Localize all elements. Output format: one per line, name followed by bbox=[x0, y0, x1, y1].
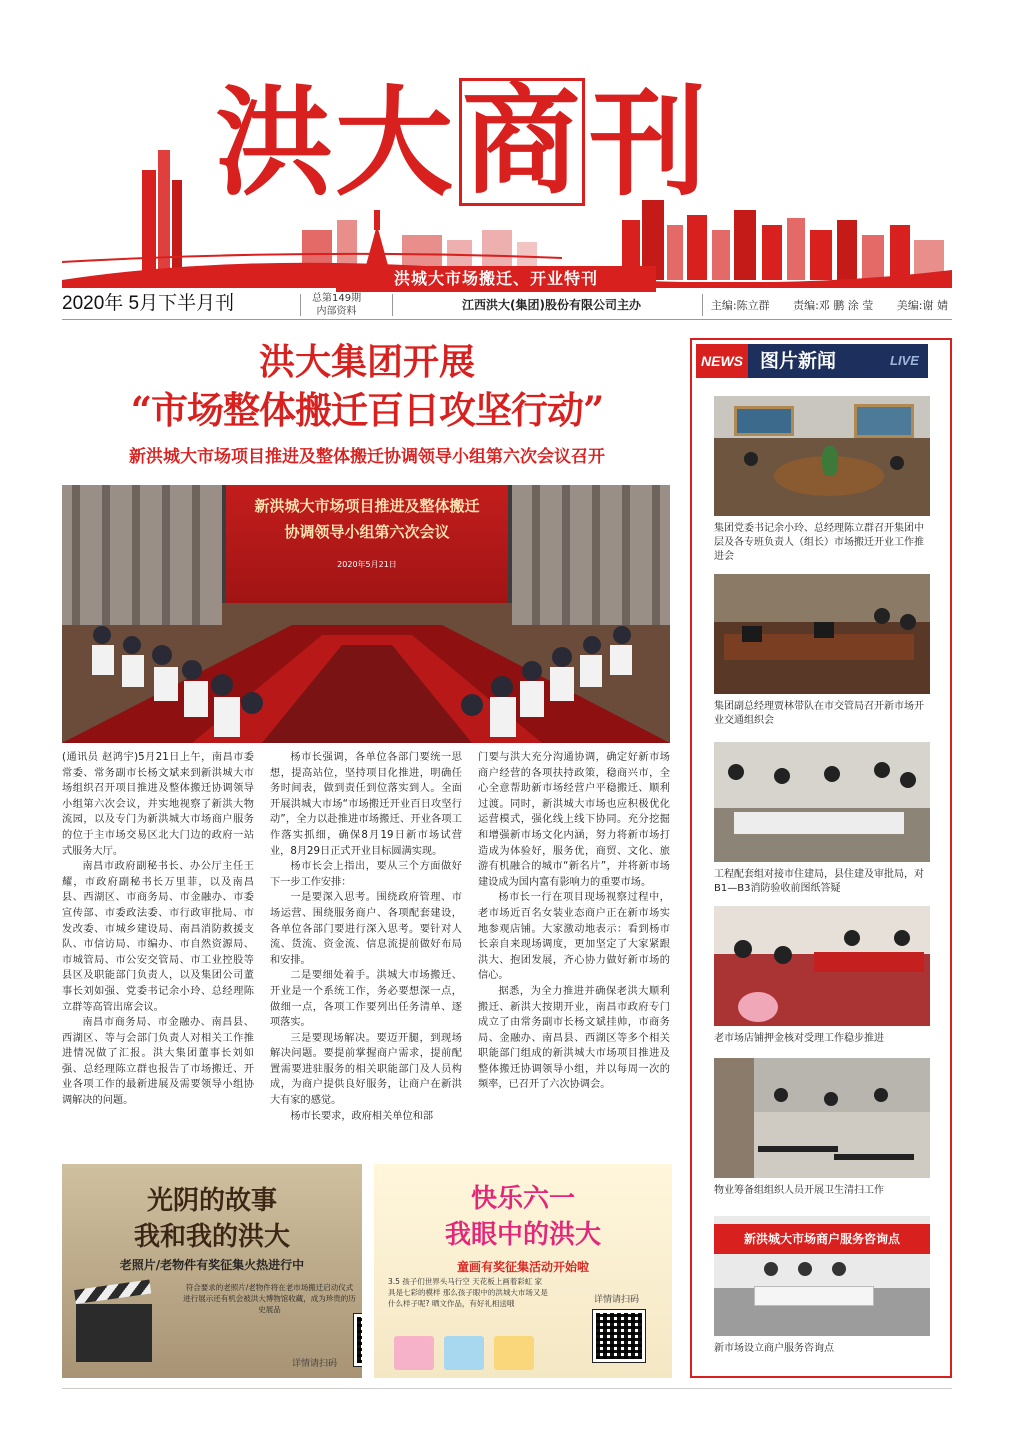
issue-note: 内部资料 bbox=[316, 306, 357, 317]
old-photo-collection-ad[interactable] bbox=[62, 1164, 362, 1378]
article-paragraph: 三是要现场解决。要迈开腿，到现场解决问题。要提前掌握商户需求，提前配置需要进驻服务的相关职能部门及人员构成，为商户提供良好服务，让商户在新洪大有家的感觉。 bbox=[270, 1032, 462, 1107]
screen-title-line1: 新洪城大市场项目推进及整体搬迁 bbox=[254, 497, 480, 515]
ad2-scan-label: 详情请扫码 bbox=[594, 1295, 640, 1305]
headline-subtitle: 新洪城大市场项目推进及整体搬迁协调领导小组第六次会议召开 bbox=[129, 447, 605, 467]
photo-news-caption: 新市场设立商户服务咨询点 bbox=[714, 1343, 834, 1354]
photo-news-image bbox=[714, 1216, 930, 1336]
screen-date: 2020年5月21日 bbox=[337, 560, 397, 569]
ad1-description: 符合要求的老照片/老物件将在老市场搬迁启动仪式进行展示还有机会被洪大博物馆收藏，成为珍贵的历史展品 bbox=[183, 1283, 356, 1314]
headline-line1: 洪大集团开展 bbox=[258, 341, 475, 383]
meeting-screen bbox=[222, 485, 512, 603]
gift-box-icon bbox=[394, 1336, 434, 1370]
ad2-subtitle: 童画有奖征集活动开始啦 bbox=[456, 1260, 589, 1274]
main-meeting-photo bbox=[62, 485, 670, 743]
article-paragraph: 南昌市政府副秘书长、办公厅主任王耀，市政府副秘书长万里菲，以及南昌县、西湖区、市商务局、市金融办、市委宣传部、市委政法委、市行政审批局、市发改委、市城乡建设局、南昌消防救援支队、市信访局、市编办、市自然资源局、市城管局、市公安交管局、市工业控股等县区及职能部门负责人，以及集团公司董事长刘如强、党委书记余小玲、总经理陈立群等高管出席会议。 bbox=[62, 861, 254, 1013]
article-paragraph: 杨市长强调，各单位各部门要统一思想，提高站位，坚持项目化推进，明确任务时间表，做到责任到位落实到人。全面开展洪城大市场“市场搬迁开业百日攻坚行动”，全力以赴推进市场搬迁、开业各项工作落实抓细，确保8月19日新市场试营业，8月29日正式开业目标圆满实现。 bbox=[270, 752, 462, 857]
masthead-title-boxed-char: 商 bbox=[459, 78, 585, 206]
issue-total: 总第149期 bbox=[312, 293, 362, 304]
photo-news-caption: 老市场店铺押金核对受理工作稳步推进 bbox=[714, 1033, 884, 1044]
ad1-title-line1: 光阴的故事 bbox=[146, 1186, 277, 1216]
qr-code-icon[interactable] bbox=[593, 1310, 645, 1362]
service-point-banner: 新洪城大市场商户服务咨询点 bbox=[714, 1224, 930, 1254]
photo-news-caption: 物业筹备组组织人员开展卫生清扫工作 bbox=[714, 1185, 884, 1196]
photo-news-header bbox=[690, 344, 952, 378]
qr-code-icon[interactable] bbox=[354, 1314, 362, 1366]
ad2-description: 3.5 孩子们世界头马行空 天花板上画着彩虹 家具是七彩的模样 那么孩子眼中的洪城大市场又是什么样子呢? 晒文作品，有好礼相送哦 bbox=[388, 1277, 548, 1308]
article-paragraph: 杨市长会上指出，要从三个方面做好下一步工作安排： bbox=[270, 861, 462, 888]
ad1-scan-label: 详情请扫码 bbox=[292, 1359, 338, 1369]
photo-news-item[interactable] bbox=[714, 742, 930, 896]
ad1-subtitle: 老照片/老物件有奖征集火热进行中 bbox=[119, 1258, 305, 1272]
issue-date: 2020年 5月下半月刊 bbox=[62, 293, 235, 314]
photo-news-image bbox=[714, 906, 930, 1026]
main-article bbox=[62, 750, 674, 1152]
screen-title-line2: 协调领导小组第六次会议 bbox=[284, 523, 450, 541]
issue-info-bar bbox=[62, 290, 952, 320]
editorial-staff bbox=[691, 297, 948, 313]
photo-news-item[interactable] bbox=[714, 574, 930, 728]
headline-line2: “市场整体搬迁百日攻坚行动” bbox=[130, 388, 604, 432]
article-paragraph: 一是要深入思考。围绕政府管理、市场运营、围绕服务商户、各项配套建设，各单位各部门要进行深入思考。要针对人流、货流、资金流、信息流提前做好布局和安排。 bbox=[270, 892, 462, 966]
photo-news-image bbox=[714, 742, 930, 862]
masthead-title bbox=[215, 71, 710, 212]
photo-news-item[interactable] bbox=[714, 1216, 930, 1356]
photo-news-item[interactable] bbox=[714, 396, 930, 564]
publisher: 江西洪大(集团)股份有限公司主办 bbox=[462, 298, 641, 312]
article-paragraph: 据悉，为全力推进并确保老洪大顺利搬迁、新洪大按期开业，南昌市政府专门成立了由常务副市长杨文斌挂帅，市商务局、金融办、南昌县、西湖区等多个相关职能部门组成的新洪城大市场项目推进及整体搬迁协调领导小组，并以每周一次的频率，已召开了六次协调会。 bbox=[478, 985, 670, 1091]
divider bbox=[300, 294, 301, 316]
live-tag: LIVE bbox=[890, 353, 919, 368]
photo-news-caption: 集团党委书记余小玲、总经理陈立群召开集团中层及各专班负责人（组长）市场搬迁开业工作推进会 bbox=[714, 523, 924, 562]
article-column-1 bbox=[62, 750, 254, 1109]
ad2-title-line2: 我眼中的洪大 bbox=[444, 1220, 601, 1250]
article-paragraph: (通讯员 赵鸿宇)5月21日上午，南昌市委常委、常务副市长杨文斌来到新洪城大市场组织召开项目推进及整体搬迁协调领导小组第六次会议，并实地视察了新洪大物流园，以及专门为新洪城大市场商户服务的位于主市场交易区北大门边的政府一站式服务大厅。 bbox=[62, 752, 254, 857]
article-column-2 bbox=[270, 750, 462, 1124]
divider bbox=[392, 294, 393, 316]
masthead-title-part2: 刊 bbox=[589, 73, 710, 212]
photo-news-caption: 工程配套组对接市住建局，县住建及审批局，对B1—B3消防验收前图纸答疑 bbox=[714, 869, 924, 894]
art-editor: 美编:谢 婧 bbox=[896, 299, 948, 312]
article-paragraph: 杨市长要求，政府相关单位和部 bbox=[290, 1110, 434, 1122]
childrens-day-drawing-ad[interactable] bbox=[374, 1164, 672, 1378]
article-paragraph: 门要与洪大充分沟通协调，确定好新市场商户经营的各项扶持政策，稳商兴市，全心全意帮助新市场经营户平稳搬迁、顺利过渡。同时，新洪城大市场也应积极优化运营模式，强化线上线下协同。充分挖掘和增强新市场文化内涵，努力将新市场打造成为体验好，服务优，商贸、文化、旅游有机融合的城市“新名片”，并将新市场建设成为国内富有影响力的重要市场。 bbox=[478, 752, 670, 888]
photo-news-item[interactable] bbox=[714, 1058, 930, 1198]
responsible-editors: 责编:邓 鹏 涂 莹 bbox=[793, 299, 874, 312]
bottom-rule bbox=[62, 1388, 952, 1389]
gift-box-icon bbox=[444, 1336, 484, 1370]
article-paragraph: 杨市长一行在项目现场视察过程中，老市场近百名女装业态商户正在新市场实地参观店铺。大家激动地表示：看到杨市长亲自来现场调度，更加坚定了大家紧跟洪大、抱团发展，齐心协力做好新市场的信心。 bbox=[478, 892, 670, 982]
gift-box-icon bbox=[494, 1336, 534, 1370]
film-clapboard-icon bbox=[76, 1304, 152, 1362]
ad2-title-line1: 快乐六一 bbox=[470, 1184, 575, 1214]
ad1-title-line2: 我和我的洪大 bbox=[133, 1222, 290, 1252]
news-tag: NEWS bbox=[696, 344, 748, 378]
photo-news-image bbox=[714, 1058, 930, 1178]
special-issue-banner: 洪城大市场搬迁、开业特刊 bbox=[336, 266, 656, 292]
article-column-3 bbox=[478, 750, 670, 1093]
photo-news-image bbox=[714, 574, 930, 694]
chief-editor: 主编:陈立群 bbox=[710, 299, 770, 312]
photo-news-sidebar bbox=[690, 338, 952, 1378]
photo-news-caption: 集团副总经理贾林带队在市交管局召开新市场开业交通组织会 bbox=[714, 701, 924, 726]
photo-news-item[interactable] bbox=[714, 906, 930, 1046]
article-paragraph: 南昌市商务局、市金融办、南昌县、西湖区、等与会部门负责人对相关工作推进情况做了汇报。洪大集团董事长刘如强、总经理陈立群也报告了市场搬迁、开业各项工作的最新进展及需要领导小组协调解决的问题。 bbox=[62, 1017, 254, 1107]
masthead bbox=[0, 0, 1024, 295]
issue-number bbox=[312, 292, 361, 318]
article-paragraph: 二是要细处着手。洪城大市场搬迁、开业是一个系统工作，务必要想深一点，做细一点，各项工作要列出任务清单、逐项落实。 bbox=[270, 970, 462, 1029]
photo-news-image bbox=[714, 396, 930, 516]
photo-news-title: 图片新闻 bbox=[748, 344, 928, 378]
masthead-title-part1: 洪大 bbox=[215, 73, 456, 212]
